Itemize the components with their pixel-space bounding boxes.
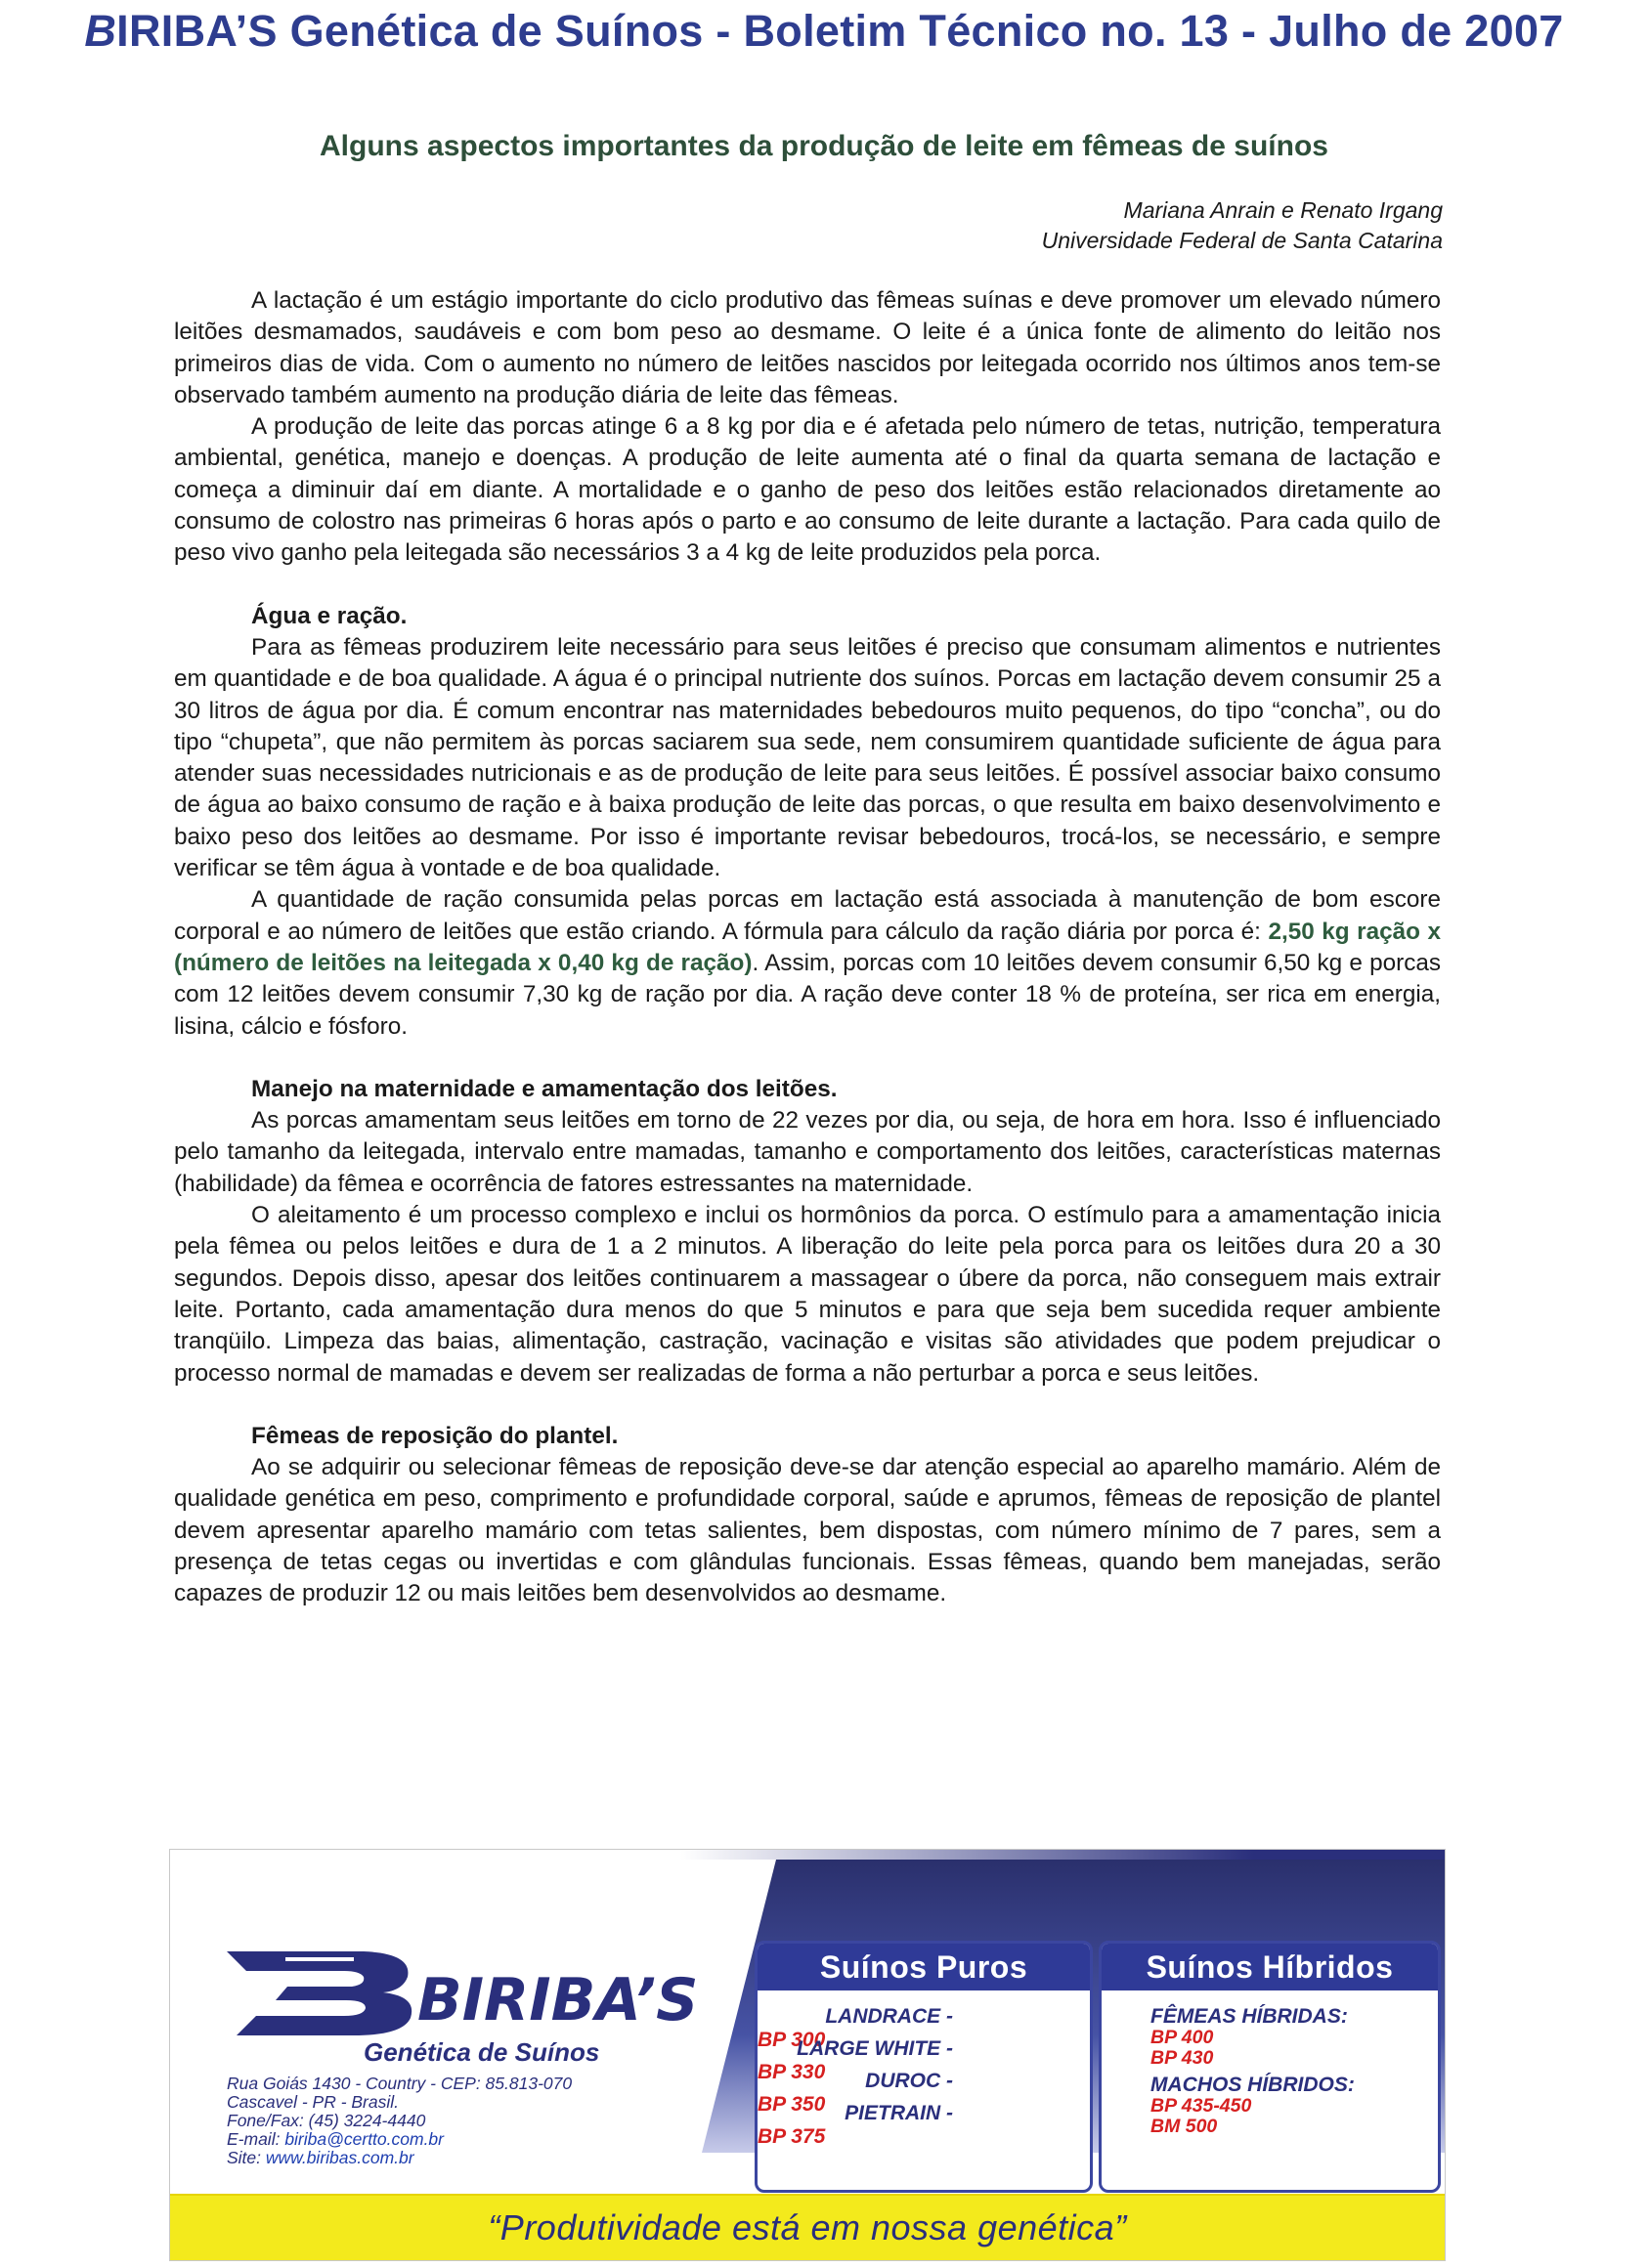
male-code: BM 500 <box>1150 2116 1218 2137</box>
author-names: Mariana Anrain e Renato Irgang <box>1123 197 1443 223</box>
section-heading: Manejo na maternidade e amamentação dos leitões. <box>251 1075 838 1102</box>
phone-line: Fone/Fax: (45) 3224-4440 <box>227 2111 426 2130</box>
paragraph-text: . Assim, porcas com 10 leitões devem consumir 6,50 kg e porcas com 12 leitões devem consumir 7,30 kg de ração por dia. A ração deve conter 18 % de proteína, ser rica em energia, lisina, cálcio e fósforo. <box>174 949 1441 1040</box>
male-code: BP 435-450 <box>1150 2095 1252 2117</box>
female-code: BP 430 <box>1150 2047 1214 2069</box>
hybrid-title: Suínos Híbridos <box>1102 1944 1438 1990</box>
paragraph: Ao se adquirir ou selecionar fêmeas de reposição deve-se dar atenção especial ao aparelho mamário. Além de qualidade genética em peso, comprimento e profundidade corporal, saúde e aprumos, fêmeas de reposição de plantel devem apresentar aparelho mamário com tetas salientes, bem dispostas, com número mínimo de 7 pares, sem a presença de tetas cegas ou invertidas e com glândulas funcionais. Essas fêmeas, quando bem manejadas, serão capazes de produzir 12 ou mais leitões bem desenvolvidos ao desmame. <box>174 1454 1441 1607</box>
advertisement-banner <box>169 1849 1446 2261</box>
female-hybrids-label: FÊMEAS HÍBRIDAS: <box>1150 2005 1348 2028</box>
paragraph: O aleitamento é um processo complexo e inclui os hormônios da porca. O estímulo para a amamentação inicia pela fêmea ou pelos leitões e dura de 1 a 2 minutos. A liberação do leite pela porca para os leitões dura 20 a 30 segundos. Depois disso, apesar dos leitões continuarem a massagear o úbere da porca, não conseguem mais extrair leite. Portanto, cada amamentação dura menos do que 5 minutos e para que seja bem sucedida requer ambiente tranqüilo. Limpeza das baias, alimentação, castração, vacinação e visitas são atividades que podem prejudicar o processo normal de mamadas e devem ser realizadas de forma a não perturbar a porca e seus leitões. <box>174 1202 1441 1387</box>
header-text: IRIBA’S Genética de Suínos - Boletim Técnico no. 13 - Julho de 2007 <box>116 6 1564 56</box>
breed-row: PIETRAIN - BP 375 <box>758 2102 953 2148</box>
paragraph <box>174 884 1441 1042</box>
paragraph-text: A quantidade de ração consumida pelas porcas em lactação está associada à manutenção de bom escore corporal e ao número de leitões que estão criando. A fórmula para cálculo da ração diária por porca é: <box>174 886 1441 945</box>
email-line: E-mail: biriba@certto.com.br <box>227 2129 444 2149</box>
breed-row: LARGE WHITE - BP 330 <box>758 2037 953 2083</box>
section-heading: Água e ração. <box>251 602 408 629</box>
breed-row: LANDRACE - BP 300 <box>758 2005 953 2051</box>
purebred-title: Suínos Puros <box>758 1944 1090 1990</box>
byline <box>1042 195 1443 256</box>
purebred-panel <box>755 1941 1093 2193</box>
female-code: BP 400 <box>1150 2027 1214 2048</box>
logo-subtitle: Genética de Suínos <box>364 2037 600 2067</box>
city-line: Cascavel - PR - Brasil. <box>227 2092 400 2112</box>
slogan: “Produtividade está em nossa genética” <box>488 2207 1127 2247</box>
logo-wordmark-icon <box>217 1940 725 2037</box>
bulletin-header <box>0 6 1648 57</box>
section-heading: Fêmeas de reposição do plantel. <box>251 1422 619 1449</box>
hybrid-panel <box>1099 1941 1441 2193</box>
contact-info <box>227 2075 572 2167</box>
header-first-letter: B <box>84 6 117 56</box>
address-line: Rua Goiás 1430 - Country - CEP: 85.813-070 <box>227 2074 573 2093</box>
male-hybrids-label: MACHOS HÍBRIDOS: <box>1150 2074 1355 2096</box>
site-line: Site: www.biribas.com.br <box>227 2148 414 2167</box>
paragraph: Para as fêmeas produzirem leite necessário para seus leitões é preciso que consumam alimentos e nutrientes em quantidade e de boa qualidade. A água é o principal nutriente dos suínos. Porcas em lactação devem consumir 25 a 30 litros de água por dia. É comum encontrar nas maternidades bebedouros muito pequenos, do tipo “concha”, ou do tipo “chupeta”, que não permitem às porcas saciarem sua sede, nem consumirem quantidade suficiente de água para atender suas necessidades nutricionais e as de produção de leite para seus leitões. É possível associar baixo consumo de água ao baixo consumo de ração e à baixa produção de leite das porcas, o que resulta em baixo desenvolvimento e baixo peso dos leitões ao desmame. Por isso é importante revisar bebedouros, trocá-los, se necessário, e sempre verificar se têm água à vontade e de boa qualidade. <box>174 633 1441 882</box>
paragraph: A lactação é um estágio importante do ciclo produtivo das fêmeas suínas e deve promover um elevado número leitões desmamados, saudáveis e com bom peso ao desmame. O leite é a única fonte de alimento do leitão nos primeiros dias de vida. Com o aumento no número de leitões nascidos por leitegada ocorrido nos últimos anos tem-se observado também aumento na produção diária de leite das fêmeas. <box>174 287 1441 408</box>
biribas-logo <box>217 1940 725 2086</box>
logo-text: BIRIBA’S <box>417 1966 699 2034</box>
ration-formula: 2,50 kg ração x (número de leitões na leitegada x 0,40 kg de ração) <box>174 918 1441 976</box>
paragraph: A produção de leite das porcas atinge 6 a 8 kg por dia e é afetada pelo número de tetas, nutrição, temperatura ambiental, genética, manejo e doenças. A produção de leite aumenta até o final da quarta semana de lactação e começa a diminuir daí em diante. A mortalidade e o ganho de peso dos leitões estão relacionados diretamente ao consumo de colostro nas primeiras 6 horas após o parto e ao consumo de leite durante a lactação. Para cada quilo de peso vivo ganho pela leitegada são necessários 3 a 4 kg de leite produzidos pela porca. <box>174 413 1441 567</box>
article-body <box>174 285 1441 1610</box>
author-institution: Universidade Federal de Santa Catarina <box>1041 228 1443 253</box>
email-link[interactable]: biriba@certto.com.br <box>284 2129 444 2149</box>
site-link[interactable]: www.biribas.com.br <box>265 2148 414 2167</box>
breed-row: DUROC - BP 350 <box>758 2070 953 2116</box>
ad-top-strip <box>170 1850 1445 1860</box>
slogan-bar <box>170 2194 1445 2260</box>
article-title: Alguns aspectos importantes da produção de leite em fêmeas de suínos <box>320 130 1328 162</box>
paragraph: As porcas amamentam seus leitões em torno de 22 vezes por dia, ou seja, de hora em hora. Isso é influenciado pelo tamanho da leitegada, intervalo entre mamadas, tamanho e comportamento dos leitões, características maternas (habilidade) da fêmea e ocorrência de fatores estressantes na maternidade. <box>174 1107 1441 1197</box>
